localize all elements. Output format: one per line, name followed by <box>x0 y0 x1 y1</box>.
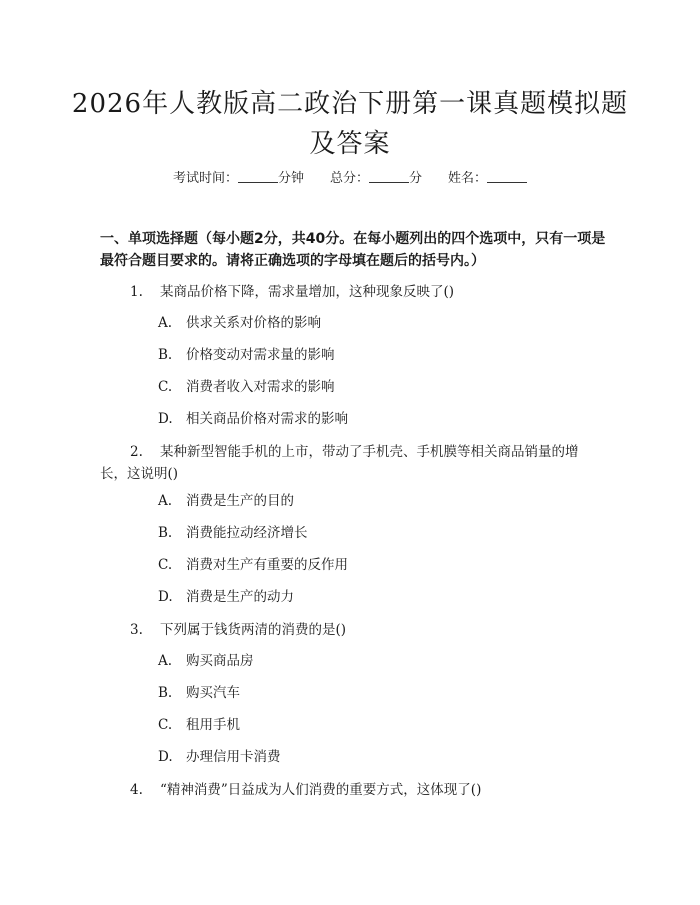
option-text: 消费是生产的目的 <box>186 493 294 509</box>
option-letter: D. <box>158 749 173 765</box>
option-letter: C. <box>158 379 173 395</box>
option-text: 租用手机 <box>186 717 240 733</box>
question-number: 4. <box>130 782 143 798</box>
question-2 <box>100 441 600 485</box>
option-text: 购买汽车 <box>186 685 240 701</box>
question-number: 3. <box>130 622 143 638</box>
option-letter: A. <box>158 315 173 331</box>
option-1c <box>158 377 335 397</box>
option-letter: B. <box>158 685 173 701</box>
time-label: 考试时间： <box>172 171 238 186</box>
option-letter: D. <box>158 411 173 427</box>
option-letter: B. <box>158 347 173 363</box>
option-3c <box>158 715 240 735</box>
option-letter: C. <box>158 717 173 733</box>
option-letter: B. <box>158 525 173 541</box>
option-letter: D. <box>158 589 173 605</box>
section-heading: 一、单项选择题（每小题2分，共40分。在每小题列出的四个选项中，只有一项是最符合题目要求的。请将正确选项的字母填在题后的括号内。） <box>100 231 606 269</box>
option-1d <box>158 409 348 429</box>
question-text: 某种新型智能手机的上市，带动了手机壳、手机膜等相关商品销量的增长，这说明() <box>100 444 579 482</box>
score-label: 总分： <box>329 171 369 186</box>
time-unit: 分钟 <box>277 171 304 186</box>
question-4 <box>100 779 600 801</box>
option-3b <box>158 683 240 703</box>
question-text: “精神消费”日益成为人们消费的重要方式，这体现了() <box>160 782 482 798</box>
option-2a <box>158 491 294 511</box>
option-1b <box>158 345 335 365</box>
option-text: 相关商品价格对需求的影响 <box>186 411 348 427</box>
option-letter: A. <box>158 493 173 509</box>
question-number: 1. <box>130 284 143 300</box>
question-text: 下列属于钱货两清的消费的是() <box>160 622 347 638</box>
name-blank <box>487 170 527 183</box>
option-2b <box>158 523 308 543</box>
exam-meta-line <box>0 170 700 188</box>
option-text: 价格变动对需求量的影响 <box>186 347 335 363</box>
question-1 <box>100 281 600 303</box>
question-3 <box>100 619 600 641</box>
question-text: 某商品价格下降，需求量增加，这种现象反映了() <box>160 284 455 300</box>
question-number: 2. <box>130 444 143 460</box>
name-label: 姓名： <box>448 171 488 186</box>
option-text: 消费是生产的动力 <box>186 589 294 605</box>
score-unit: 分 <box>409 171 423 186</box>
option-2d <box>158 587 294 607</box>
option-text: 供求关系对价格的影响 <box>186 315 321 331</box>
option-letter: A. <box>158 653 173 669</box>
option-text: 办理信用卡消费 <box>186 749 281 765</box>
score-blank <box>369 170 409 183</box>
option-text: 消费者收入对需求的影响 <box>186 379 335 395</box>
option-text: 消费对生产有重要的反作用 <box>186 557 348 573</box>
option-1a <box>158 313 321 333</box>
option-3a <box>158 651 254 671</box>
option-text: 购买商品房 <box>186 653 254 669</box>
option-3d <box>158 747 281 767</box>
option-2c <box>158 555 348 575</box>
time-blank <box>238 170 278 183</box>
document-title: 2026年人教版高二政治下册第一课真题模拟题及答案 <box>71 89 629 159</box>
option-text: 消费能拉动经济增长 <box>186 525 308 541</box>
option-letter: C. <box>158 557 173 573</box>
